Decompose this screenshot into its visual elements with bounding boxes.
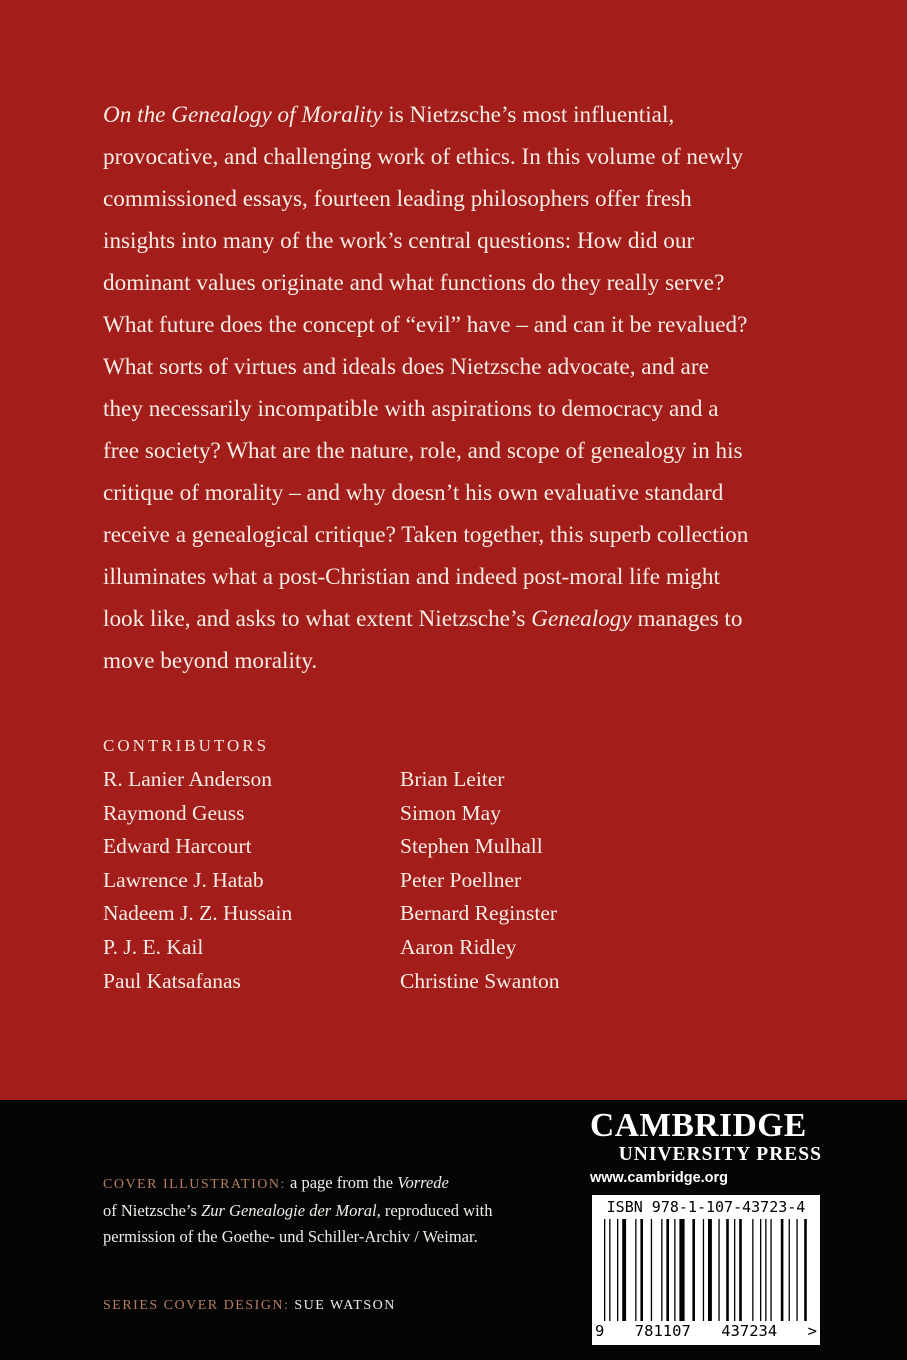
contributor-name: Christine Swanton bbox=[400, 968, 560, 993]
contributor-name: Simon May bbox=[400, 800, 501, 825]
contributors-column-left bbox=[103, 763, 292, 998]
contributors-column-right bbox=[400, 763, 559, 998]
contributor-name: Raymond Geuss bbox=[103, 800, 245, 825]
blurb-line: look like, and asks to what extent Nietzsche’s Genealogy manages to bbox=[103, 606, 743, 632]
barcode-bar bbox=[635, 1219, 636, 1321]
barcode-bar bbox=[666, 1219, 669, 1321]
barcode-digits bbox=[592, 1322, 820, 1340]
blurb-line: they necessarily incompatible with aspirations to democracy and a bbox=[103, 396, 719, 422]
barcode-bar bbox=[661, 1219, 662, 1321]
barcode-bar bbox=[609, 1219, 610, 1321]
barcode-bar bbox=[760, 1219, 761, 1321]
credit-line-1: COVER ILLUSTRATION: a page from the Vorrede bbox=[103, 1173, 449, 1192]
barcode-bar bbox=[718, 1219, 719, 1321]
barcode-digit-group: 437234 bbox=[721, 1322, 778, 1340]
blurb-line: What future does the concept of “evil” have – and can it be revalued? bbox=[103, 312, 748, 338]
contributor-name: Paul Katsafanas bbox=[103, 968, 241, 993]
barcode-bar bbox=[752, 1219, 753, 1321]
blurb-line: receive a genealogical critique? Taken together, this superb collection bbox=[103, 522, 749, 548]
publisher-subtitle: UNIVERSITY PRESS bbox=[618, 1144, 822, 1165]
cover-illustration-label: COVER ILLUSTRATION: bbox=[103, 1177, 286, 1192]
barcode-bar bbox=[770, 1219, 771, 1321]
contributor-name: Lawrence J. Hatab bbox=[103, 867, 264, 892]
contributor-name: Edward Harcourt bbox=[103, 834, 252, 859]
series-cover-design bbox=[103, 1298, 396, 1314]
barcode-bar bbox=[765, 1219, 766, 1321]
contributor-name: Brian Leiter bbox=[400, 767, 505, 791]
publisher-name: CAMBRIDGE bbox=[590, 1107, 807, 1144]
barcode-bar bbox=[651, 1219, 652, 1321]
barcode-bar bbox=[739, 1219, 742, 1321]
barcode-bar bbox=[692, 1219, 695, 1321]
blurb-line: illuminates what a post-Christian and indeed post-moral life might bbox=[103, 564, 720, 590]
contributor-name: P. J. E. Kail bbox=[103, 934, 204, 959]
blurb-line: commissioned essays, fourteen leading philosophers offer fresh bbox=[103, 186, 692, 212]
series-designer: SUE WATSON bbox=[289, 1298, 396, 1313]
blurb-line: insights into many of the work’s central questions: How did our bbox=[103, 228, 695, 254]
isbn-number: ISBN 978-1-107-43723-4 bbox=[606, 1198, 806, 1216]
barcode-digit-group: > bbox=[807, 1322, 817, 1340]
barcode-bar bbox=[726, 1219, 729, 1321]
barcode-digit-group: 781107 bbox=[634, 1322, 691, 1340]
blurb-line: critique of morality – and why doesn’t his own evaluative standard bbox=[103, 480, 724, 506]
barcode-bars bbox=[592, 1219, 820, 1321]
cover-credits bbox=[103, 1170, 493, 1250]
publisher-logo bbox=[590, 1108, 822, 1188]
barcode-bar bbox=[708, 1219, 712, 1321]
barcode-bar bbox=[604, 1219, 605, 1321]
barcode-bar bbox=[781, 1219, 784, 1321]
blurb-line: On the Genealogy of Morality is Nietzsche’s most influential, bbox=[103, 102, 675, 128]
barcode-bar bbox=[679, 1219, 684, 1321]
contributor-name: R. Lanier Anderson bbox=[103, 767, 272, 791]
contributor-name: Peter Poellner bbox=[400, 867, 522, 892]
blurb bbox=[103, 94, 823, 682]
contributor-name: Stephen Mulhall bbox=[400, 834, 543, 859]
contributors-heading: CONTRIBUTORS bbox=[103, 736, 270, 755]
blurb-line: dominant values originate and what functions do they really serve? bbox=[103, 270, 725, 296]
publisher-url: www.cambridge.org bbox=[590, 1170, 729, 1186]
barcode-bar bbox=[789, 1219, 790, 1321]
credit-line-3: permission of the Goethe- und Schiller-Archiv / Weimar. bbox=[103, 1227, 478, 1246]
blurb-line: provocative, and challenging work of ethics. In this volume of newly bbox=[103, 144, 744, 170]
contributor-name: Aaron Ridley bbox=[400, 934, 517, 959]
contributor-name: Nadeem J. Z. Hussain bbox=[103, 901, 293, 926]
series-label: SERIES COVER DESIGN: bbox=[103, 1298, 290, 1313]
barcode-bar bbox=[734, 1219, 735, 1321]
blurb-line: move beyond morality. bbox=[103, 648, 318, 674]
barcode-bar bbox=[640, 1219, 643, 1321]
barcode-digit-group: 9 bbox=[595, 1322, 605, 1340]
barcode-bar bbox=[622, 1219, 626, 1321]
isbn-barcode bbox=[592, 1195, 820, 1345]
credit-line-2: of Nietzsche’s Zur Genealogie der Moral, reproduced with bbox=[103, 1201, 493, 1220]
barcode-bar bbox=[703, 1219, 704, 1321]
barcode-bar bbox=[617, 1219, 618, 1321]
contributor-name: Bernard Reginster bbox=[400, 901, 558, 926]
barcode-bar bbox=[796, 1219, 797, 1321]
blurb-line: What sorts of virtues and ideals does Nietzsche advocate, and are bbox=[103, 354, 709, 380]
blurb-line: free society? What are the nature, role, and scope of genealogy in his bbox=[103, 438, 743, 464]
barcode-bar bbox=[674, 1219, 675, 1321]
blurb-paragraph bbox=[103, 94, 823, 682]
barcode-bar bbox=[804, 1219, 807, 1321]
